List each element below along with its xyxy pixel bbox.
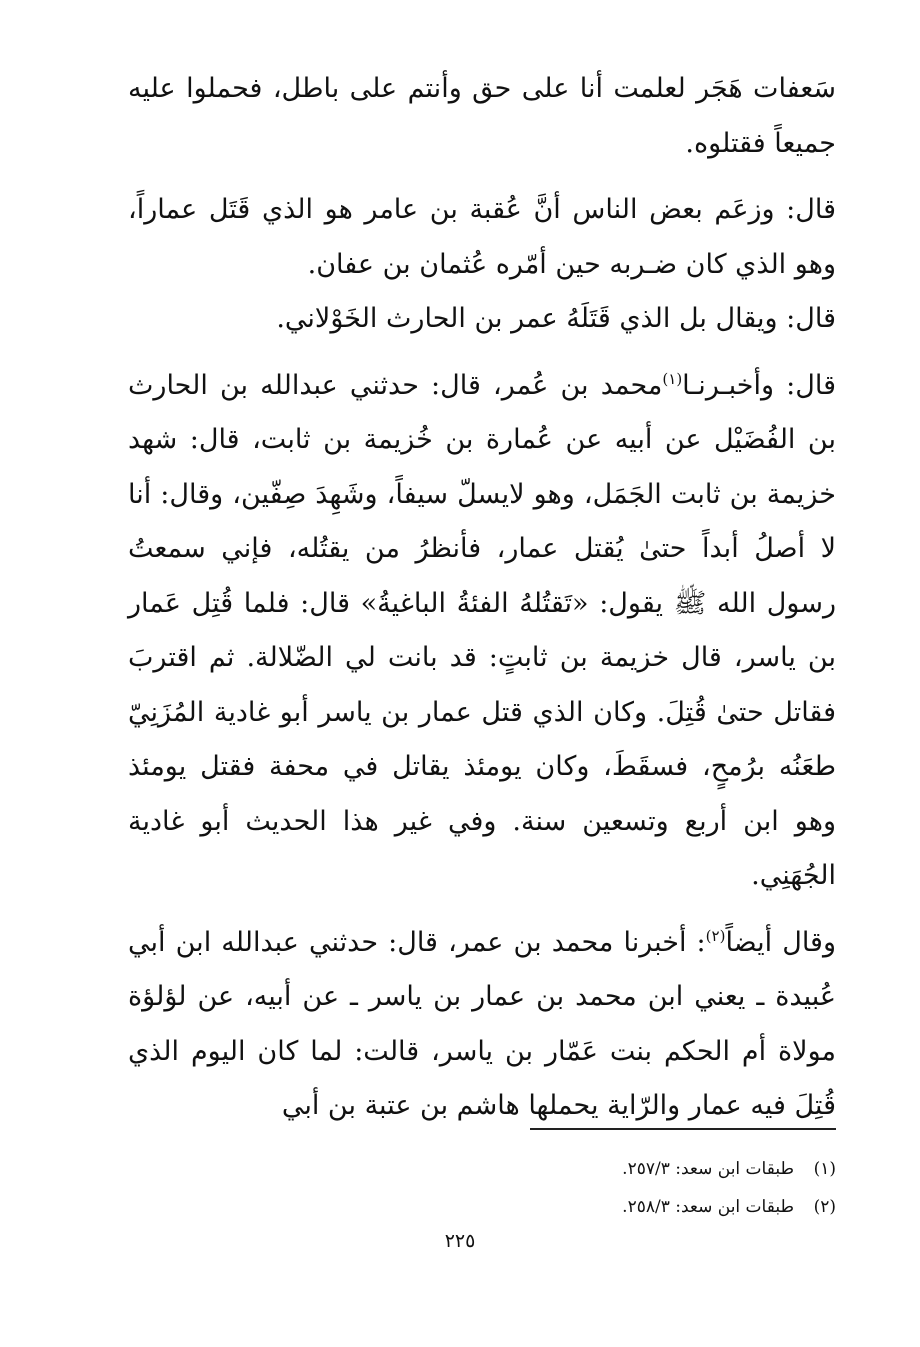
page-number: ٢٢٥	[444, 1230, 476, 1252]
paragraph-5	[128, 916, 836, 1134]
paragraph-4	[128, 359, 836, 904]
footnote-ref-1: (١)	[662, 369, 683, 388]
paragraph-text: محمد بن عُمر، قال: حدثني عبدالله بن الحارث بن الفُضَيْل عن أبيه عن عُمارة بن خُزيمة بن ثابت، قال: شهد خزيمة بن ثابت الجَمَل، وهو لايسلّ سيفاً، وشَهِدَ صِفّين، وقال: أنا لا أصلُ أبداً حتىٰ يُقتل عمار، فأنظرُ من يقتُله، فإني سمعتُ رسول الله ﷺ يقول: «تَقتُلهُ الفئةُ الباغيةُ» قال: فلما قُتِل عَمار بن ياسر، قال خزيمة بن ثابتٍ: قد بانت لي الضّلالة. ثم اقتربَ فقاتل حتىٰ قُتِلَ. وكان الذي قتل عمار بن ياسر أبو غادية المُزَنِيّ طعَنُه برُمحٍ، فسقَطَ، وكان يومئذ يقاتل في محفة فقتل يومئذ وهو ابن أربع وتسعين سنة. وفي غير هذا الحديث أبو غادية الجُهَنِي.	[128, 369, 836, 891]
paragraph-text: وقال أيضاً	[725, 926, 836, 958]
footnote-separator	[530, 1128, 836, 1130]
footnote-1	[500, 1150, 836, 1188]
paragraph-1	[128, 62, 836, 171]
footnote-text: طبقات ابن سعد: ٢٥٧/٣.	[622, 1159, 794, 1179]
footnote-2	[500, 1188, 836, 1226]
paragraph-text: : أخبرنا محمد بن عمر، قال: حدثني عبدالله ابن أبي عُبيدة ـ يعني ابن محمد بن عمار بن ياسر ـ عن أبيه، عن لؤلؤة مولاة أم الحكم بنت عَمّار بن ياسر، قالت: لما كان اليوم الذي قُتِلَ فيه عمار والرّاية يحملها هاشم بن عتبة بن أبي	[128, 926, 836, 1121]
footnote-text: طبقات ابن سعد: ٢٥٨/٣.	[622, 1197, 794, 1217]
paragraph-text: قال: وزعَم بعض الناس أنَّ عُقبة بن عامر هو الذي قَتَل عماراً، وهو الذي كان ضـربه حين أمّره عُثمان بن عفان.	[128, 194, 836, 280]
paragraph-text: قال: وأخبـرنـا	[682, 369, 836, 401]
paragraph-text: سَعفات هَجَر لعلمت أنا على حق وأنتم على باطل، فحملوا عليه جميعاً فقتلوه.	[128, 73, 836, 159]
footnote-number: (١)	[813, 1159, 836, 1179]
footnote-number: (٢)	[813, 1197, 836, 1217]
footnotes	[500, 1150, 836, 1226]
main-text	[128, 62, 836, 1134]
footnote-ref-2: (٢)	[705, 926, 726, 945]
paragraph-2	[128, 183, 836, 292]
paragraph-text: قال: ويقال بل الذي قَتَلَهُ عمر بن الحارث الخَوْلاني.	[276, 303, 836, 334]
paragraph-3	[128, 292, 836, 347]
